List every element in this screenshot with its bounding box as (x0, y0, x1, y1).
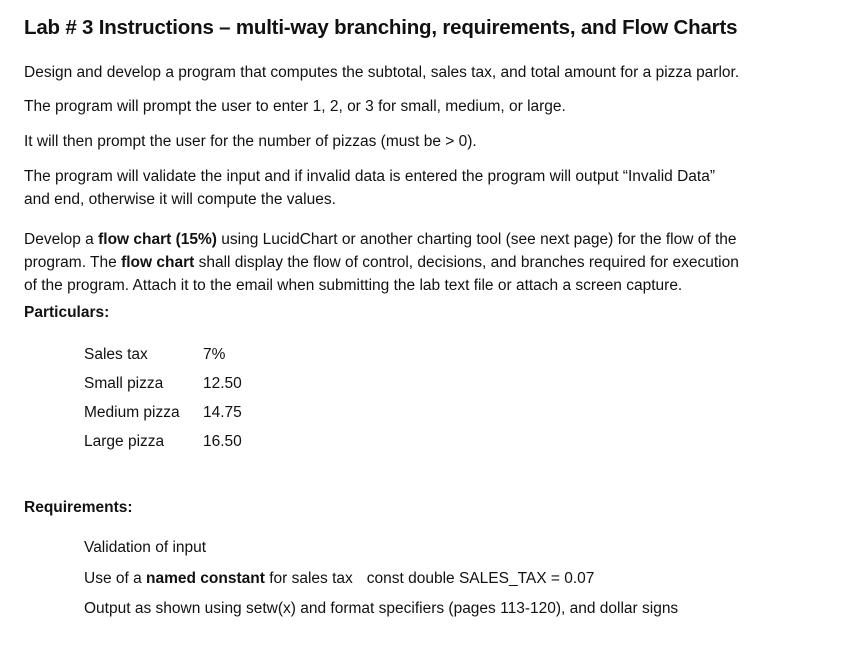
table-row (84, 369, 242, 398)
flow-chart-text: program. The (24, 254, 122, 271)
requirement-text: for sales tax (264, 569, 353, 587)
flow-chart-text: of the program. Attach it to the email when submitting the lab text file or attach a screen capture. (24, 277, 683, 294)
price-table (84, 340, 242, 456)
price-item: Sales tax (84, 345, 148, 363)
list-item (84, 597, 678, 628)
flow-chart-text: using LucidChart or another charting tool (see next page) for the flow of the (216, 231, 737, 248)
paragraph-flow-chart (24, 228, 739, 297)
validation-line-1: The program will validate the input and if invalid data is entered the program will output “Invalid Data” (24, 168, 715, 185)
price-item: Medium pizza (84, 403, 180, 421)
table-row (84, 398, 242, 427)
requirement-text: Validation of input (84, 539, 207, 556)
paragraph-overview: Design and develop a program that computes the subtotal, sales tax, and total amount for a pizza parlor. (24, 64, 740, 81)
code-snippet: const double SALES_TAX = 0.07 (366, 569, 595, 587)
flow-chart-text: shall display the flow of control, decisions, and branches required for execution (194, 254, 739, 271)
price-value: 7% (203, 345, 226, 363)
requirement-text: Output as shown using setw(x) and format specifiers (pages 113-120), and dollar signs (84, 600, 679, 617)
price-value: 12.50 (203, 374, 242, 392)
list-item (84, 567, 678, 598)
price-item: Small pizza (84, 374, 164, 392)
requirements-list (84, 536, 678, 628)
price-value: 14.75 (203, 403, 242, 421)
requirement-text: Use of a (84, 569, 147, 587)
table-row (84, 427, 242, 456)
paragraph-quantity-prompt: It will then prompt the user for the number of pizzas (must be > 0). (24, 133, 477, 150)
paragraph-validation (24, 165, 715, 211)
validation-line-2: and end, otherwise it will compute the values. (24, 191, 336, 208)
table-row (84, 340, 242, 369)
flow-chart-emphasis: flow chart (121, 254, 195, 271)
page-title: Lab # 3 Instructions – multi-way branching, requirements, and Flow Charts (24, 16, 738, 39)
particulars-heading: Particulars: (24, 304, 110, 321)
price-value: 16.50 (203, 432, 242, 450)
requirements-heading: Requirements: (24, 499, 133, 516)
price-item: Large pizza (84, 432, 165, 450)
paragraph-size-prompt: The program will prompt the user to enter 1, 2, or 3 for small, medium, or large. (24, 98, 566, 115)
flow-chart-text: Develop a (24, 231, 99, 248)
flow-chart-emphasis: flow chart (15%) (98, 231, 217, 248)
list-item (84, 536, 678, 567)
requirement-emphasis: named constant (146, 569, 265, 587)
